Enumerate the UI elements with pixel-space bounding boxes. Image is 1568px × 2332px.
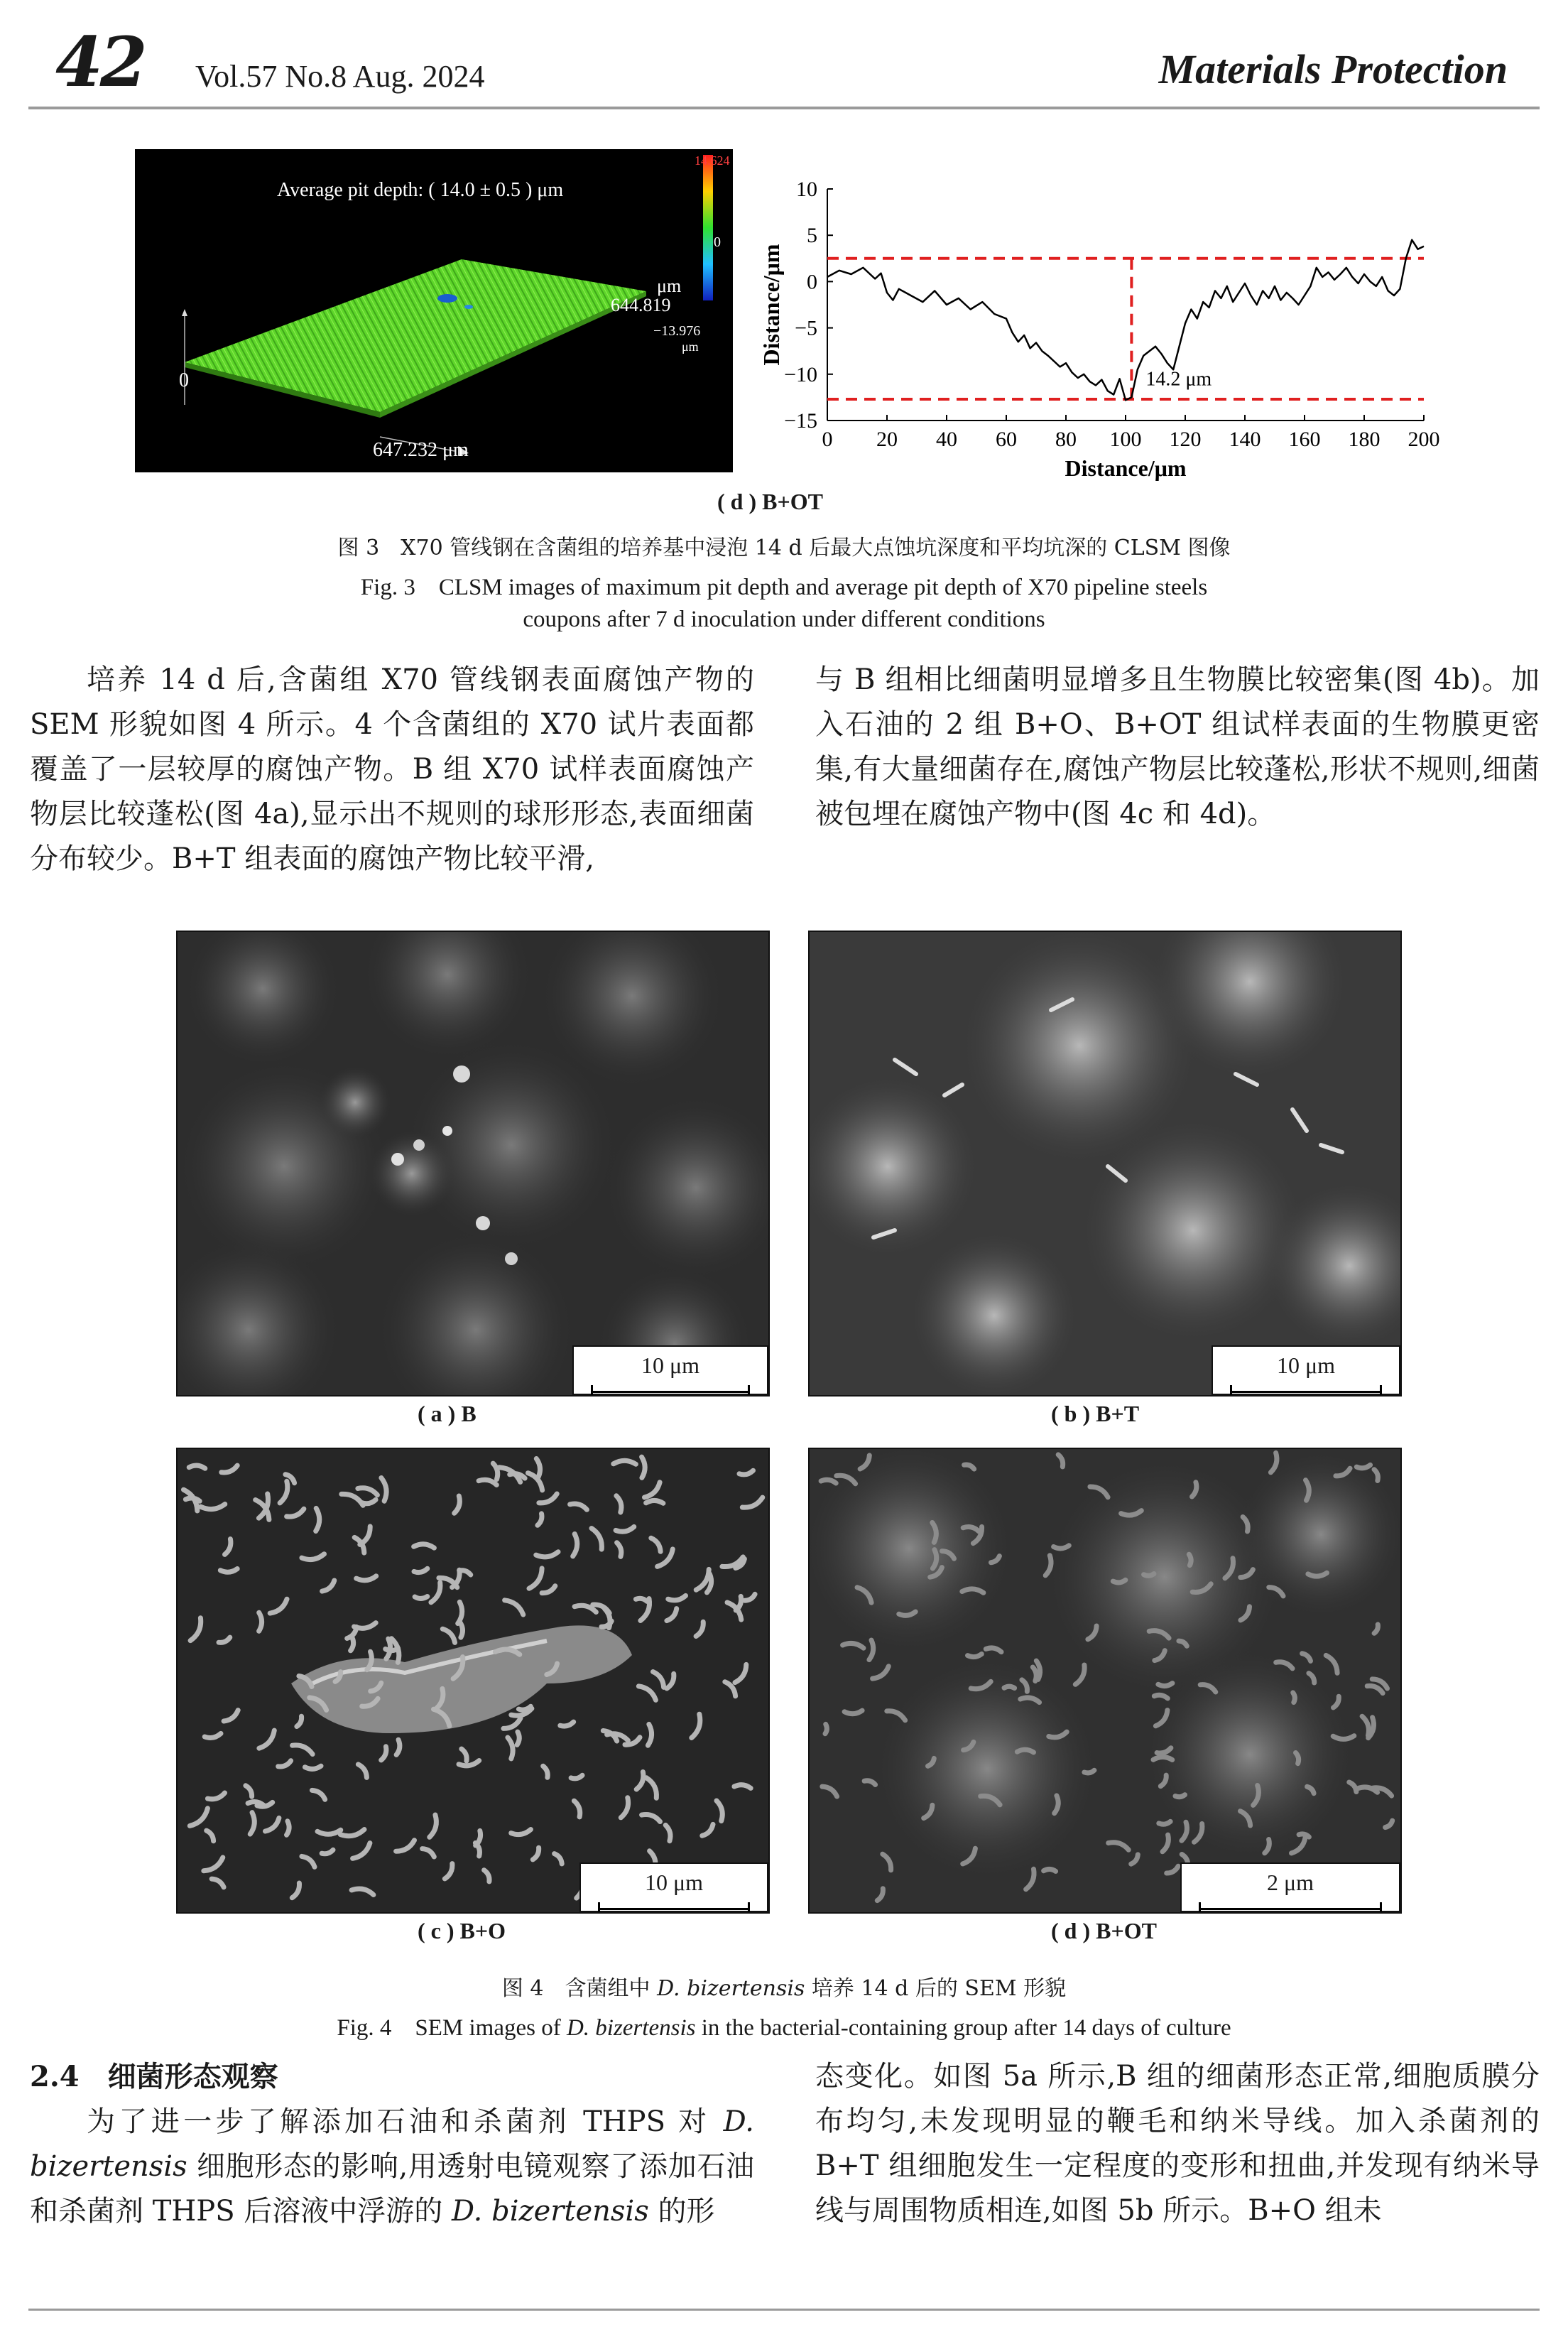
bacterium-rod — [648, 1724, 651, 1745]
bacterium-rod — [224, 1710, 238, 1721]
bacterium-rod — [219, 1637, 230, 1642]
bacterium-rod — [381, 1747, 386, 1760]
fig3-caption-en-line2: coupons after 7 d inoculation under different conditions — [523, 607, 1045, 632]
bacterium-rod — [1270, 1453, 1277, 1473]
pit-depth-annotation: 14.2 μm — [1145, 368, 1212, 391]
bacterium-rod — [356, 1576, 376, 1580]
clsm-y-extent: 644.819 — [611, 295, 671, 315]
x-tick-label: 180 — [1348, 428, 1381, 451]
bacterium-rod — [190, 1808, 207, 1826]
bacterium-rod — [667, 1674, 674, 1688]
y-tick-label: 0 — [807, 270, 817, 294]
x-tick-label: 140 — [1229, 428, 1261, 451]
scale-bar-a-label: 10 μm — [641, 1352, 700, 1378]
bacterium-rod — [592, 1529, 601, 1550]
bacterium-rod — [431, 1583, 440, 1602]
x-axis-label: Distance/μm — [1065, 455, 1187, 481]
bacterium-rod — [1293, 1693, 1295, 1703]
profile-line — [827, 240, 1424, 401]
bacterium-rod — [1109, 1843, 1129, 1850]
bacterium-rod — [505, 1600, 523, 1615]
bacterium-rod — [1159, 1821, 1170, 1824]
x-tick-label: 120 — [1169, 428, 1202, 451]
bacterium-rod — [200, 1504, 224, 1509]
bacterium-rod — [533, 1848, 538, 1860]
x-tick-label: 0 — [822, 428, 833, 451]
scale-bar-a — [572, 1345, 768, 1395]
bacterium-rod — [536, 1552, 558, 1557]
bacterium-rod — [1362, 1716, 1368, 1735]
bacterium-rod — [1131, 1855, 1138, 1864]
bacterium-rod — [651, 1538, 660, 1551]
fig4-caption-cn-suffix: 培养 14 d 后的 SEM 形貌 — [805, 1976, 1067, 2001]
scale-bar-d — [1180, 1862, 1400, 1912]
bacterium-rod — [574, 1801, 579, 1817]
x-tick-label: 200 — [1408, 428, 1440, 451]
bacterium-rod — [571, 1775, 582, 1779]
bacterium-rod — [1175, 1795, 1185, 1797]
bacterium-rod — [1017, 1750, 1033, 1752]
bacterium-rod — [396, 1840, 415, 1852]
bacterium-rod — [529, 1568, 542, 1588]
bacterium-rod — [503, 1718, 521, 1729]
bacterium-rod — [270, 1599, 287, 1613]
scale-bar-b — [1212, 1345, 1400, 1395]
bacterium-rod — [508, 1737, 513, 1759]
bacterium-rod — [616, 1526, 634, 1531]
bacterium-rod — [653, 1672, 664, 1688]
bacterium-rod — [1163, 1835, 1168, 1852]
bacterium-rod — [1374, 1625, 1378, 1633]
bacterium-rod — [476, 1831, 481, 1845]
bacterium-rod — [358, 1764, 366, 1778]
bacterium-rod — [646, 1500, 663, 1503]
bacterium-rod — [1044, 1869, 1056, 1871]
bacterium-rod — [825, 1724, 827, 1733]
bacterium-rod — [259, 1612, 262, 1631]
clsm-x-extent: 647.232 μm — [373, 439, 469, 461]
sem-texture-b — [810, 932, 1400, 1395]
bacterium-rod — [292, 1883, 299, 1898]
bacterium-rod — [543, 1766, 548, 1777]
bacterium-rod — [452, 1570, 460, 1587]
bacterium-rod — [1158, 1683, 1172, 1686]
bacterium-rod — [734, 1785, 751, 1789]
pit-depth-profile-chart — [756, 163, 1481, 497]
clsm-colorbar-mid: 0 — [714, 234, 721, 250]
clsm-average-pit-depth: Average pit depth: ( 14.0 ± 0.5 ) μm — [277, 179, 564, 201]
fig4-caption-en — [0, 2009, 1568, 2042]
bacterium-rod — [415, 1597, 428, 1599]
bacterium-rod — [636, 1772, 643, 1790]
bacterium-rod — [280, 1481, 288, 1503]
bacterium-rod — [204, 1858, 223, 1871]
clsm-colorbar-max: 14.624 — [695, 153, 730, 168]
fig4-caption-cn — [0, 1970, 1568, 2002]
bacterium-rod — [696, 1569, 709, 1590]
bacterium-rod — [702, 1824, 713, 1835]
x-tick-label: 160 — [1288, 428, 1321, 451]
bacterium-rod — [873, 1666, 889, 1679]
bacterium-rod — [205, 1733, 221, 1737]
sem-texture-d — [810, 1449, 1400, 1912]
fig4-caption-en-suffix: in the bacterial-containing group after 14 days of culture — [695, 2015, 1231, 2041]
x-tick-label: 20 — [876, 428, 898, 451]
bacterium-rod — [614, 1460, 636, 1464]
bacterium-rod — [352, 1889, 374, 1894]
bacterium-rod — [570, 1504, 587, 1509]
bacterium-rod — [617, 1543, 621, 1557]
bacterium-rod — [297, 1716, 302, 1726]
sem-panel-d — [808, 1448, 1402, 1914]
bacterium-rod — [739, 1470, 753, 1475]
clsm-origin-label: 0 — [179, 369, 189, 391]
bacterium-rod — [414, 1568, 428, 1572]
bacterium-rod — [381, 1478, 386, 1502]
bacterium-rod — [742, 1497, 763, 1507]
fig4-caption-en-species: D. bizertensis — [566, 2015, 696, 2041]
scale-bar-d-label: 2 μm — [1266, 1870, 1314, 1895]
bacterium-rod — [354, 1623, 376, 1629]
bacterium-rod — [266, 1818, 279, 1831]
bacterium-rod — [1144, 1574, 1154, 1576]
bacterium-rod — [1004, 1686, 1015, 1688]
bacterium-rod — [423, 1849, 435, 1857]
bacterium-rod — [484, 1870, 489, 1882]
volume-info: Vol.57 No.8 Aug. 2024 — [195, 59, 485, 94]
sem-panel-c — [176, 1448, 770, 1914]
section-2-4-title: 2.4 细菌形态观察 — [30, 2060, 278, 2093]
x-tick-label: 40 — [936, 428, 957, 451]
bacterium-rod — [454, 1496, 460, 1513]
bacterium-rod — [883, 1854, 891, 1870]
bacterium-rod — [621, 1798, 628, 1818]
bacterium-rod — [843, 1643, 864, 1648]
journal-name: Materials Protection — [1158, 46, 1508, 92]
bacterium-rod — [317, 1830, 341, 1834]
bacterium-rod — [322, 1580, 334, 1591]
bacterium-rod — [573, 1534, 577, 1556]
bacterium-rod — [1113, 1580, 1126, 1583]
bacterium-rod — [517, 1732, 519, 1745]
clsm-colorbar-unit: μm — [682, 340, 699, 354]
bacterium-rod — [636, 1598, 647, 1601]
bacterium-rod — [736, 1596, 741, 1610]
bacterium-rod — [665, 1825, 670, 1840]
bacterium-rod — [1302, 1654, 1311, 1661]
sem-panel-a-label: ( a ) B — [418, 1401, 477, 1426]
bacterium-rod — [1084, 1770, 1094, 1773]
bacterium-rod — [1075, 1665, 1084, 1684]
bacterium-rod — [1296, 1753, 1299, 1764]
section-2-4-left-text — [30, 2100, 754, 2234]
fig4-caption-cn-species: D. bizertensis — [657, 1976, 805, 2001]
section-2-4-left-part2: 细胞形态的影响,用透射电镜观察了添加石油和杀菌剂 THPS 后溶液中浮游的 — [30, 2150, 754, 2228]
y-tick-label: −15 — [784, 409, 817, 433]
header-rule — [28, 107, 1540, 109]
pit-depth-profile-svg — [756, 163, 1481, 497]
bacterium-rod — [278, 1761, 291, 1767]
bacterium-rod — [351, 1637, 354, 1651]
bacterium-rod — [353, 1843, 370, 1859]
bacterium-rod — [692, 1714, 700, 1737]
bacterium-rod — [877, 1889, 883, 1901]
bacterium-rod — [642, 1457, 646, 1477]
bacterium-rod — [293, 1745, 313, 1755]
bacterium-rod — [616, 1496, 621, 1512]
bacterium-rod — [287, 1509, 304, 1517]
bacterium-rod — [822, 1786, 837, 1796]
sem-panel-d-label: ( d ) B+OT — [1051, 1918, 1157, 1943]
sem-panel-b — [808, 931, 1402, 1397]
page-number: 42 — [55, 22, 145, 102]
bacterium-rod — [358, 1488, 378, 1495]
bacterium-rod — [458, 1602, 462, 1623]
bacterium-rod — [646, 1778, 656, 1799]
bacterium-rod — [745, 1594, 755, 1600]
fig3-caption-cn: 图 3 X70 管线钢在含菌组的培养基中浸泡 14 d 后最大点蚀坑深度和平均坑深的 CLSM 图像 — [337, 536, 1231, 560]
bacterium-rod — [668, 1595, 686, 1600]
bacterium-rod — [1367, 1686, 1383, 1693]
scale-bar-d-line — [1199, 1908, 1382, 1910]
bacterium-rod — [250, 1813, 254, 1835]
bacterium-rod — [189, 1465, 205, 1468]
bacterium-rod — [1054, 1546, 1069, 1549]
bacterium-rod — [207, 1793, 224, 1799]
bacterium-rod — [1167, 1866, 1178, 1873]
bacterium-rod — [222, 1465, 237, 1473]
sem-panel-c-label: ( c ) B+O — [418, 1918, 506, 1943]
fig4-caption-cn-prefix: 图 4 含菌组中 — [501, 1976, 658, 2001]
bacterium-rod — [287, 1821, 290, 1835]
bacterium-rod — [555, 1854, 562, 1864]
bacterium-rod — [539, 1494, 557, 1503]
body-text-left-1: 培养 14 d 后,含菌组 X70 管线钢表面腐蚀产物的 SEM 形貌如图 4 所示。4 个含菌组的 X70 试片表面都覆盖了一层较厚的腐蚀产物。B 组 X70 试样表面腐蚀产物层比较蓬松(图 4a),显示出不规则的球形形态,表面细菌分布较少。B+T 组表面的腐蚀产物比较平滑, — [30, 663, 754, 875]
clsm-3d-image — [135, 149, 733, 472]
bacterium-rod — [642, 1814, 660, 1821]
bacterium-rod — [305, 1766, 321, 1769]
section-2-4-left-part3: 的形 — [648, 2195, 715, 2228]
bacterium-rod — [638, 1686, 655, 1700]
scale-bar-c-label: 10 μm — [644, 1870, 704, 1895]
bacterium-rod — [493, 1463, 497, 1479]
y-tick-label: −10 — [784, 362, 817, 386]
bacterium-rod — [511, 1830, 531, 1835]
scale-bar-c-line — [598, 1908, 750, 1910]
bacterium-rod — [1189, 1554, 1191, 1565]
section-2-4-left-part1: 为了进一步了解添加石油和杀菌剂 THPS 对 — [87, 2105, 724, 2138]
bacterium-rod — [479, 1480, 496, 1485]
bacterium-rod — [735, 1664, 746, 1682]
section-2-4-left-species2: D. bizertensis — [452, 2195, 649, 2228]
bacterium-rod — [430, 1815, 437, 1837]
bacterium-rod — [645, 1482, 660, 1497]
bacterium-rod — [322, 1850, 333, 1853]
bacterium-rod — [259, 1730, 274, 1748]
bacterium-rod — [302, 1554, 325, 1560]
bacterium-rod — [396, 1740, 400, 1755]
bacterium-rod — [316, 1508, 320, 1531]
body-text-right-1: 与 B 组相比细菌明显增多且生物膜比较密集(图 4b)。加入石油的 2 组 B+O、B+OT 组试样表面的生物膜更密集,有大量细菌存在,腐蚀产物层比较蓬松,形状不规则,细菌被包埋在腐蚀产物中(图 4c 和 4d)。 — [815, 663, 1540, 830]
bacterium-rod — [190, 1618, 201, 1641]
bacterium-rod — [414, 1544, 435, 1548]
scale-bar-a-line — [591, 1391, 750, 1393]
bacterium-rod — [246, 1786, 252, 1796]
x-tick-label: 80 — [1055, 428, 1077, 451]
bacterium-rod — [1385, 1821, 1393, 1828]
fig3-subcaption: ( d ) B+OT — [717, 489, 823, 514]
sem-texture-a — [178, 932, 768, 1395]
bacterium-rod — [361, 1499, 376, 1503]
clsm-colorbar-min: −13.976 — [653, 323, 701, 339]
fig3-caption-en-line1: Fig. 3 CLSM images of maximum pit depth and average pit depth of X70 pipeline steels — [360, 575, 1208, 600]
y-tick-label: 5 — [807, 224, 817, 248]
bacterium-rod — [386, 1649, 398, 1651]
bacterium-rod — [445, 1864, 452, 1879]
bacterium-rod — [1153, 1757, 1172, 1759]
bacterium-rod — [536, 1459, 540, 1478]
y-axis-label: Distance/μm — [758, 244, 784, 366]
bacterium-rod — [717, 1801, 722, 1821]
section-2-4-left-species1: D. bizertensis — [30, 2105, 754, 2183]
bacterium-rod — [986, 1648, 1001, 1652]
bacterium-rod — [340, 1830, 364, 1836]
bacterium-rod — [212, 1879, 224, 1887]
bacterium-rod — [312, 1790, 325, 1799]
scale-bar-c — [579, 1862, 768, 1912]
bacterium-rod — [462, 1749, 467, 1761]
bacterium-rod — [1299, 1834, 1309, 1837]
section-2-4-right-text: 态变化。如图 5a 所示,B 组的细菌形态正常,细胞质膜分布均匀,未发现明显的鞭毛和纳米导线。加入杀菌剂的 B+T 组细胞发生一定程度的变形和扭曲,并发现有纳米导线与周围物质相连,如图 5b 所示。B+O 组未 — [815, 2060, 1540, 2227]
sem-texture-c — [178, 1449, 768, 1912]
bacterium-rod — [302, 1856, 315, 1867]
bacterium-rod — [1058, 1455, 1062, 1467]
bacterium-rod — [560, 1722, 574, 1726]
sem-panel-a — [176, 931, 770, 1397]
bacterium-rod — [207, 1831, 214, 1841]
bacterium-rod — [696, 1622, 703, 1636]
bacterium-rod — [575, 1605, 596, 1612]
scale-bar-b-line — [1230, 1391, 1382, 1393]
x-tick-label: 60 — [996, 428, 1017, 451]
bacterium-rod — [220, 1569, 237, 1573]
y-tick-label: −5 — [795, 316, 817, 340]
bacterium-rod — [864, 1781, 876, 1785]
y-tick-label: 10 — [796, 178, 817, 201]
bacterium-rod — [542, 1586, 555, 1593]
bacterium-rod — [538, 1514, 542, 1525]
scale-bar-b-label: 10 μm — [1276, 1352, 1336, 1378]
bacterium-rod — [844, 1710, 862, 1714]
bacterium-rod — [667, 1609, 677, 1621]
bacterium-rod — [968, 1654, 982, 1657]
bacterium-rod — [1326, 1655, 1337, 1673]
x-tick-label: 100 — [1109, 428, 1142, 451]
bacterium-rod — [442, 1629, 454, 1642]
sem-panel-b-label: ( b ) B+T — [1051, 1401, 1140, 1426]
clsm-unit-label: μm — [657, 276, 682, 296]
footer-rule — [28, 2309, 1540, 2311]
fig4-caption-en-prefix: Fig. 4 SEM images of — [337, 2015, 567, 2041]
bacterium-rod — [225, 1539, 231, 1555]
